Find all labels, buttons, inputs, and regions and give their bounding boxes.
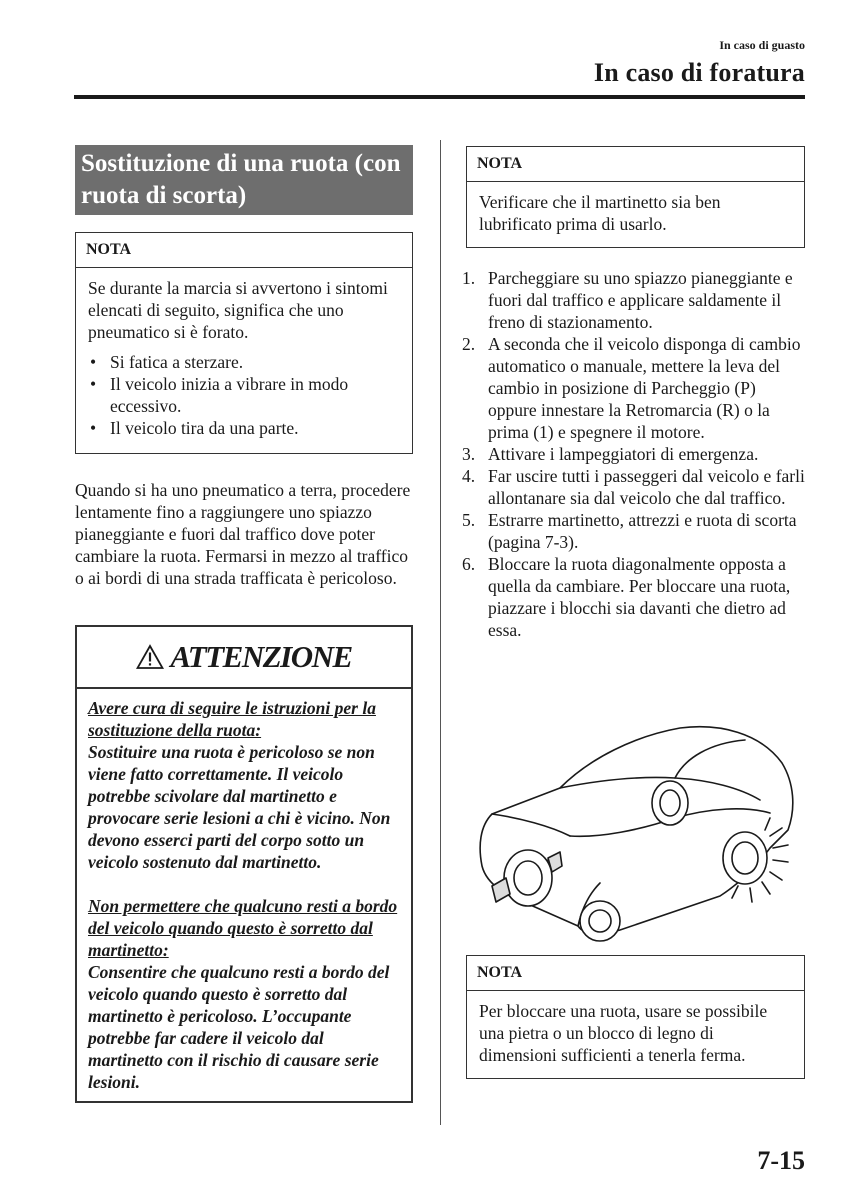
step-item: 4. Far uscire tutti i passeggeri dal veicolo e farli allontanare sia dal veicolo che dal traffico. — [462, 466, 805, 508]
page-number: 7-15 — [757, 1146, 805, 1175]
note-text: Per bloccare una ruota, usare se possibile una pietra o un blocco di legno di dimensioni sufficienti a tenerla ferma. — [479, 1001, 768, 1065]
warning-text-1: Sostituire una ruota è pericoloso se non viene fatto correttamente. Il veicolo potrebbe scivolare dal martinetto e provocare serie lesioni a chi è vicino. Non devono esserci parti del corpo sotto un veicolo sostenuto dal martinetto. — [88, 742, 391, 872]
warning-box — [75, 625, 413, 1103]
warning-heading-2: Non permettere che qualcuno resti a bordo del veicolo quando questo è sorretto dal martinetto: — [88, 896, 398, 960]
note-text: Se durante la marcia si avvertono i sintomi elencati di seguito, significa che uno pneumatico si è forato. — [88, 278, 388, 342]
header-rule — [74, 95, 805, 99]
note-box-block — [466, 955, 805, 1079]
symptom-list — [88, 351, 400, 439]
note-label: NOTA — [467, 956, 804, 991]
list-item: • Il veicolo inizia a vibrare in modo eccessivo. — [90, 374, 349, 416]
note-box-jack — [466, 146, 805, 248]
note-text: Verificare che il martinetto sia ben lubrificato prima di usarlo. — [479, 192, 721, 234]
step-item: 2. A seconda che il veicolo disponga di cambio automatico o manuale, mettere la leva del cambio in posizione di Parcheggio (P) oppure innestare la Retromarcia (R) o la prima (1) e spegnere il motore. — [462, 334, 801, 442]
warning-heading-1: Avere cura di seguire le istruzioni per la sostituzione della ruota: — [88, 698, 376, 740]
body-paragraph: Quando si ha uno pneumatico a terra, procedere lentamente fino a raggiungere uno spiazzo pianeggiante e fuori dal traffico dove poter cambiare la ruota. Fermarsi in mezzo al traffico o ai bordi di una strada trafficata è pericoloso. — [75, 480, 411, 588]
list-item: • Si fatica a sterzare. — [90, 352, 244, 372]
step-item: 1. Parcheggiare su uno spiazzo pianeggiante e fuori dal traffico e applicare saldamente il freno di stazionamento. — [462, 268, 793, 332]
warning-text-2: Consentire che qualcuno resti a bordo del veicolo quando questo è sorretto dal martinetto è pericoloso. L’occupante potrebbe far cadere il veicolo dal martinetto con il rischio di causare serie lesioni. — [88, 962, 390, 1092]
list-item: • Il veicolo tira da una parte. — [90, 418, 299, 438]
step-item: 6. Bloccare la ruota diagonalmente opposta a quella da cambiare. Per bloccare una ruota, piazzare i blocchi sia davanti che dietro ad essa. — [462, 554, 791, 640]
note-label: NOTA — [467, 147, 804, 182]
warning-header — [77, 627, 411, 689]
page-title: In caso di foratura — [593, 58, 805, 87]
section-title: Sostituzione di una ruota (con ruota di scorta) — [75, 145, 413, 215]
column-divider — [440, 140, 441, 1125]
step-item: 3. Attivare i lampeggiatori di emergenza. — [462, 444, 759, 464]
header-section: In caso di guasto — [719, 38, 805, 52]
steps-list — [462, 267, 807, 641]
warning-title: ATTENZIONE — [170, 639, 352, 674]
warning-triangle-icon — [136, 644, 164, 670]
step-item: 5. Estrarre martinetto, attrezzi e ruota di scorta (pagina 7-3). — [462, 510, 797, 552]
car-wheel-block-illustration — [470, 718, 800, 948]
note-label: NOTA — [76, 233, 412, 268]
note-box-symptoms — [75, 232, 413, 454]
